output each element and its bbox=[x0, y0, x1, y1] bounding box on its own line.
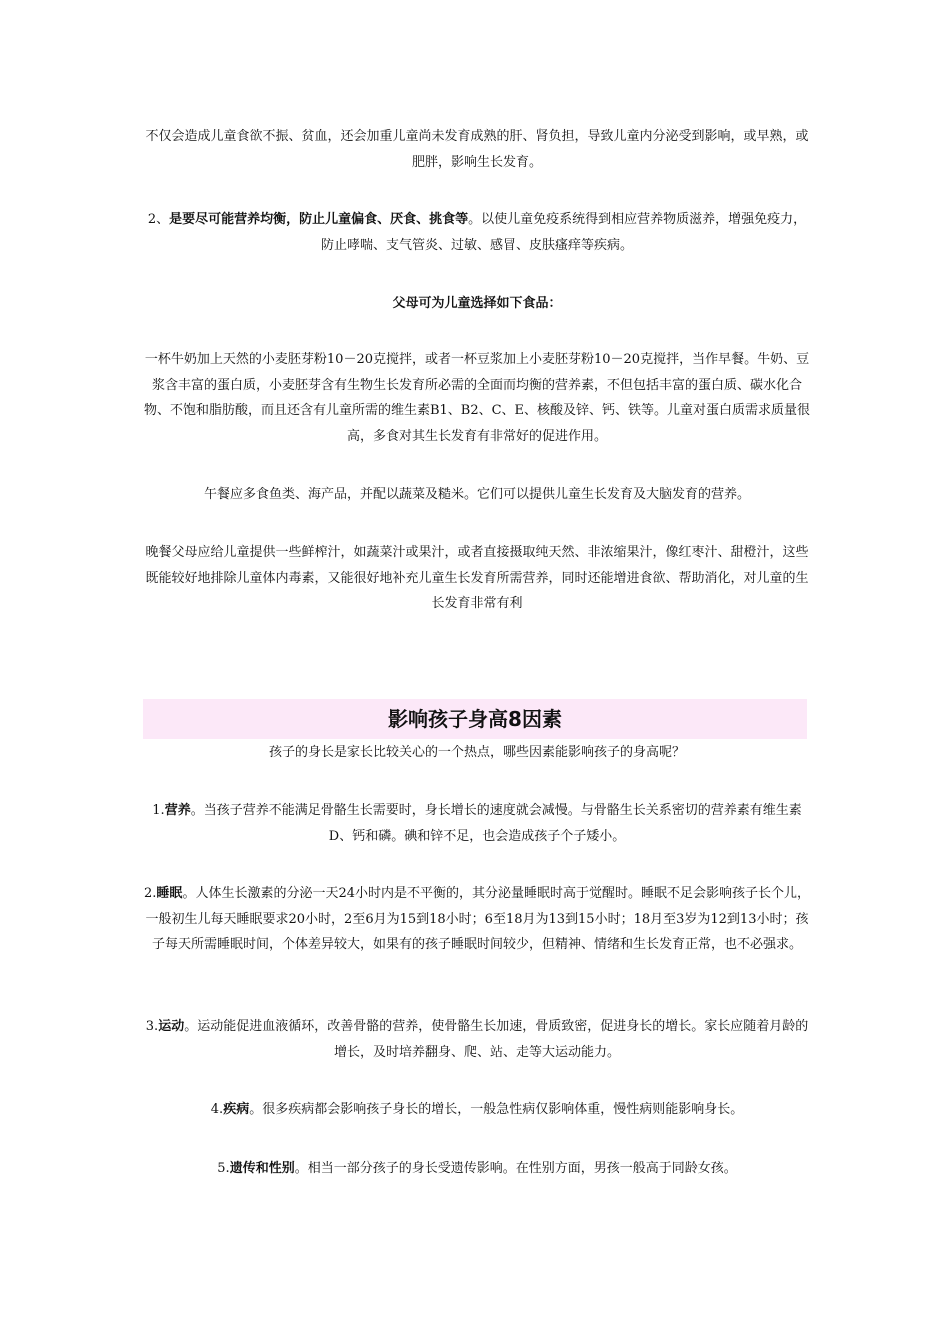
factor-item-nutrition: 1.营养。当孩子营养不能满足骨骼生长需要时，身长增长的速度就会减慢。与骨骼生长关系密切的营养素有维生素D、钙和磷。碘和锌不足，也会造成孩子个子矮小。 bbox=[152, 803, 802, 844]
factor-item-disease: 4.疾病。很多疾病都会影响孩子身长的增长，一般急性病仅影响体重，慢性病则能影响身长。 bbox=[210, 1102, 744, 1117]
factor-item-heredity: 5.遗传和性别。相当一部分孩子的身长受遗传影响。在性别方面，男孩一般高于同龄女孩。 bbox=[217, 1161, 737, 1176]
factor-item-sleep: 2.睡眠。人体生长激素的分泌一天24小时内是不平衡的，其分泌量睡眠时高于觉醒时。睡眠不足会影响孩子长个儿，一般初生儿每天睡眠要求20小时，2至6月为15到18小时；6至18月为13到15小时；18月至3岁为12到13小时；孩子每天所需睡眠时间，个体差异较大，如果有的孩子睡眠时间较少，但精神、情绪和生长发育正常，也不必强求。 bbox=[144, 886, 810, 952]
lunch-paragraph: 午餐应多食鱼类、海产品，并配以蔬菜及糙米。它们可以提供儿童生长发育及大脑发育的营养。 bbox=[203, 487, 750, 502]
dinner-paragraph: 晚餐父母应给儿童提供一些鲜榨汁，如蔬菜汁或果汁，或者直接摄取纯天然、非浓缩果汁，像红枣汁、甜橙汁，这些既能较好地排除儿童体内毒素，又能很好地补充儿童生长发育所需营养，同时还能增进食欲、帮助消化，对儿童的生长发育非常有利 bbox=[145, 545, 809, 611]
section-intro: 孩子的身长是家长比较关心的一个热点，哪些因素能影响孩子的身高呢？ bbox=[268, 745, 685, 760]
section-title: 影响孩子身高8因素 bbox=[143, 699, 807, 739]
food-heading: 父母可为儿童选择如下食品： bbox=[392, 296, 562, 311]
breakfast-paragraph: 一杯牛奶加上天然的小麦胚芽粉10－20克搅拌，或者一杯豆浆加上小麦胚芽粉10－20克搅拌，当作早餐。牛奶、豆浆含丰富的蛋白质，小麦胚芽含有生物生长发育所必需的全面而均衡的营养素，不但包括丰富的蛋白质、碳水化合物、不饱和脂肪酸，而且还含有儿童所需的维生素B1、B2、C、E、核酸及锌、钙、铁等。儿童对蛋白质需求质量很高，多食对其生长发育有非常好的促进作用。 bbox=[143, 352, 811, 444]
factor-item-exercise: 3.运动。运动能促进血液循环，改善骨骼的营养，使骨骼生长加速，骨质致密，促进身长的增长。家长应随着月龄的增长，及时培养翻身、爬、站、走等大运动能力。 bbox=[145, 1019, 809, 1060]
advice-paragraph-2: 2、是要尽可能营养均衡，防止儿童偏食、厌食、挑食等。以使儿童免疫系统得到相应营养物质滋养，增强免疫力，防止哮喘、支气管炎、过敏、感冒、皮肤瘙痒等疾病。 bbox=[147, 212, 807, 253]
intro-continuation: 不仅会造成儿童食欲不振、贫血，还会加重儿童尚未发育成熟的肝、肾负担，导致儿童内分泌受到影响，或早熟，或肥胖，影响生长发育。 bbox=[145, 129, 809, 170]
